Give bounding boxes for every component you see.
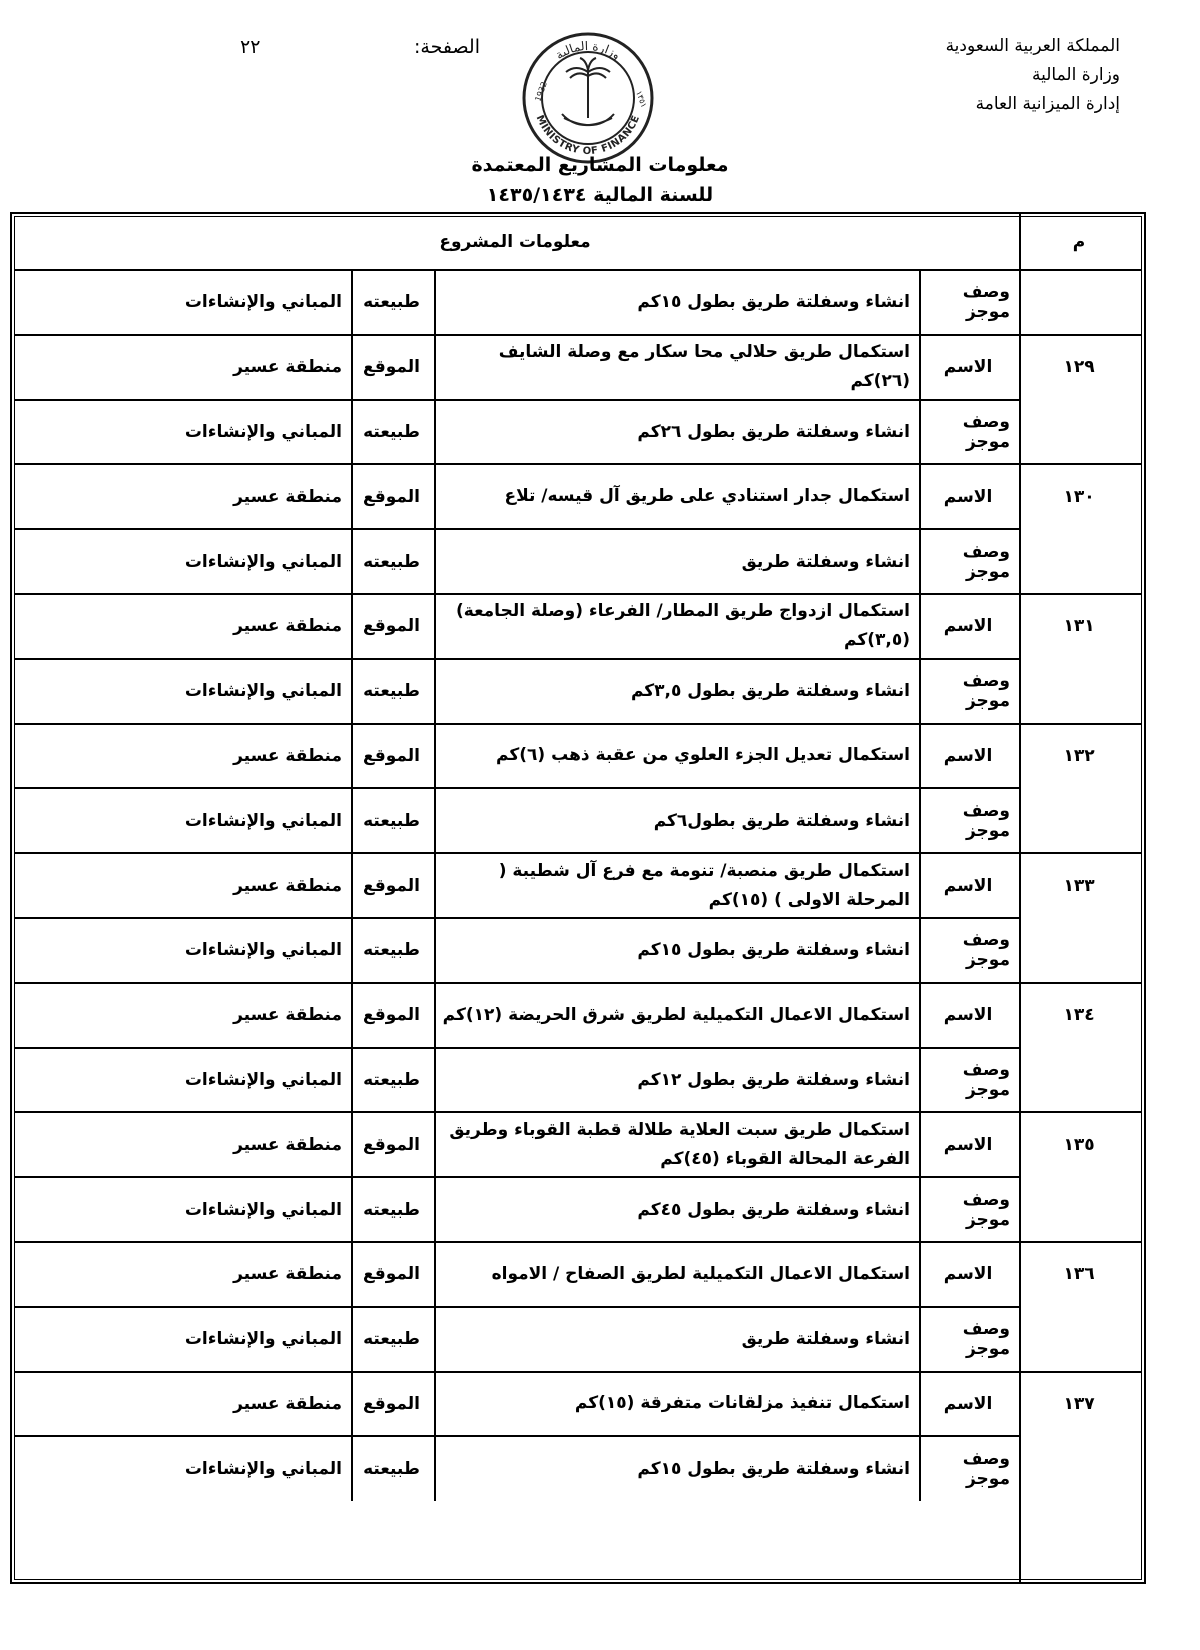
project-location: منطقة عسير <box>233 1134 342 1155</box>
project-name: استكمال طريق حلالي محا سكار مع وصلة الشايف (٢٦)كم <box>498 342 910 392</box>
table-column-border <box>434 1242 436 1372</box>
table-column-border <box>919 1242 921 1372</box>
table-column-border <box>919 335 921 465</box>
label-location: الموقع <box>363 745 421 766</box>
label-name: الاسم <box>943 1005 993 1026</box>
palm-swords-icon <box>562 58 614 125</box>
project-location: منطقة عسير <box>233 1005 342 1026</box>
page-number: ٢٢ <box>240 36 261 58</box>
label-desc: وصف موجز <box>962 1448 1010 1489</box>
label-location: الموقع <box>363 1393 421 1414</box>
table-column-border <box>351 853 353 983</box>
label-nature: طبيعته <box>363 292 420 313</box>
table-column-border <box>919 724 921 854</box>
label-nature: طبيعته <box>363 681 420 702</box>
department-name: إدارة الميزانية العامة <box>975 94 1120 114</box>
project-number: ١٣٥ <box>1063 1134 1095 1155</box>
table-column-border <box>919 464 921 594</box>
project-nature: المباني والإنشاءات <box>184 1199 342 1220</box>
label-desc: وصف موجز <box>962 1059 1010 1100</box>
project-desc: انشاء وسفلتة طريق <box>741 551 910 572</box>
table-column-border <box>434 724 436 854</box>
seal-arabic-text: وزارة المالية <box>552 38 624 63</box>
label-location: الموقع <box>363 486 421 507</box>
table-column-border <box>434 1112 436 1242</box>
label-location: الموقع <box>363 616 421 637</box>
column-header-number: م <box>1072 232 1086 252</box>
seal-year-left: 1932 <box>533 80 549 103</box>
project-number: ١٣٤ <box>1063 1005 1095 1026</box>
seal-english-text: MINISTRY OF FINANCE <box>533 113 643 158</box>
label-name: الاسم <box>943 875 993 896</box>
label-location: الموقع <box>363 875 421 896</box>
project-name: استكمال الاعمال التكميلية لطريق الصفاح / الامواه <box>491 1263 910 1284</box>
project-name: استكمال جدار استنادي على طريق آل قيسه/ تلاع <box>504 486 910 507</box>
project-desc: انشاء وسفلتة طريق بطول ١٥كم <box>637 292 910 313</box>
table-column-border <box>434 335 436 465</box>
project-number: ١٣٦ <box>1063 1264 1095 1285</box>
table-column-border <box>351 335 353 465</box>
label-desc: وصف موجز <box>962 282 1010 323</box>
document-title: معلومات المشاريع المعتمدة <box>471 154 729 176</box>
seal-year-right: ١٣٥١ <box>634 89 649 109</box>
table-column-border <box>434 853 436 983</box>
label-nature: طبيعته <box>363 551 420 572</box>
project-number: ١٣١ <box>1063 616 1095 637</box>
project-nature: المباني والإنشاءات <box>184 1458 342 1479</box>
label-desc: وصف موجز <box>962 671 1010 712</box>
fiscal-year-subtitle: للسنة المالية ١٤٣٥/١٤٣٤ <box>486 184 714 206</box>
page-label: الصفحة: <box>413 36 480 58</box>
table-column-border <box>351 464 353 594</box>
project-number: ١٢٩ <box>1063 357 1095 378</box>
project-name: استكمال الاعمال التكميلية لطريق شرق الحريضة (١٢)كم <box>442 1004 910 1025</box>
table-column-border <box>434 594 436 724</box>
project-desc: انشاء وسفلتة طريق بطول ٢٦كم <box>637 421 910 442</box>
project-location: منطقة عسير <box>233 616 342 637</box>
project-location: منطقة عسير <box>233 745 342 766</box>
project-location: منطقة عسير <box>233 875 342 896</box>
kingdom-name: المملكة العربية السعودية <box>945 36 1120 56</box>
project-nature: المباني والإنشاءات <box>184 1069 342 1090</box>
table-column-border <box>351 1112 353 1242</box>
table-column-border <box>919 1112 921 1242</box>
column-header-project-info: معلومات المشروع <box>439 232 591 252</box>
project-nature: المباني والإنشاءات <box>184 421 342 442</box>
label-nature: طبيعته <box>363 421 420 442</box>
project-desc: انشاء وسفلتة طريق بطول ١٥كم <box>637 940 910 961</box>
table-column-border <box>351 270 353 335</box>
table-column-border <box>919 270 921 335</box>
project-name: استكمال طريق سبت العلاية طلالة قطبة القوباء وطريق الفرعة المحالة القوباء (٤٥)كم <box>449 1119 910 1169</box>
table-column-border <box>434 1372 436 1502</box>
label-name: الاسم <box>943 745 993 766</box>
project-location: منطقة عسير <box>233 486 342 507</box>
table-column-border <box>434 270 436 335</box>
project-nature: المباني والإنشاءات <box>184 940 342 961</box>
table-column-border <box>919 983 921 1113</box>
label-nature: طبيعته <box>363 940 420 961</box>
label-nature: طبيعته <box>363 1069 420 1090</box>
project-nature: المباني والإنشاءات <box>184 681 342 702</box>
label-desc: وصف موجز <box>962 541 1010 582</box>
label-name: الاسم <box>943 1393 993 1414</box>
label-name: الاسم <box>943 1264 993 1285</box>
label-name: الاسم <box>943 616 993 637</box>
table-column-border <box>351 724 353 854</box>
project-desc: انشاء وسفلتة طريق <box>741 1329 910 1350</box>
project-name: استكمال طريق منصبة/ تنومة مع فرع آل شطيبة ( المرحلة الاولى ) (١٥)كم <box>498 860 910 910</box>
project-number: ١٣٧ <box>1063 1393 1095 1414</box>
project-name: استكمال ازدواج طريق المطار/ الفرعاء (وصلة الجامعة) (٣,٥)كم <box>455 601 910 651</box>
label-desc: وصف موجز <box>962 800 1010 841</box>
label-location: الموقع <box>363 1005 421 1026</box>
project-number: ١٣٢ <box>1063 745 1095 766</box>
label-location: الموقع <box>363 357 421 378</box>
project-name: استكمال تعديل الجزء العلوي من عقبة ذهب (٦)كم <box>496 745 910 766</box>
table-column-border <box>919 853 921 983</box>
label-nature: طبيعته <box>363 1458 420 1479</box>
label-name: الاسم <box>943 1134 993 1155</box>
project-number: ١٣٠ <box>1063 486 1095 507</box>
project-nature: المباني والإنشاءات <box>184 292 342 313</box>
project-desc: انشاء وسفلتة طريق بطول ٣,٥كم <box>630 681 910 702</box>
table-column-border <box>434 464 436 594</box>
label-name: الاسم <box>943 486 993 507</box>
label-desc: وصف موجز <box>962 930 1010 971</box>
project-nature: المباني والإنشاءات <box>184 1329 342 1350</box>
label-nature: طبيعته <box>363 810 420 831</box>
label-desc: وصف موجز <box>962 411 1010 452</box>
project-desc: انشاء وسفلتة طريق بطول ١٢كم <box>637 1069 910 1090</box>
label-name: الاسم <box>943 357 993 378</box>
project-name: استكمال تنفيذ مزلقانات متفرقة (١٥)كم <box>574 1393 910 1414</box>
project-nature: المباني والإنشاءات <box>184 810 342 831</box>
label-desc: وصف موجز <box>962 1189 1010 1230</box>
table-column-border <box>434 983 436 1113</box>
project-desc: انشاء وسفلتة طريق بطول ١٥كم <box>637 1458 910 1479</box>
project-location: منطقة عسير <box>233 1393 342 1414</box>
label-location: الموقع <box>363 1134 421 1155</box>
label-nature: طبيعته <box>363 1329 420 1350</box>
ministry-seal-logo <box>520 30 656 166</box>
project-location: منطقة عسير <box>233 1264 342 1285</box>
table-column-border <box>919 1372 921 1502</box>
ministry-header <box>860 32 1120 119</box>
project-nature: المباني والإنشاءات <box>184 551 342 572</box>
table-column-border <box>351 1372 353 1502</box>
table-column-border <box>919 594 921 724</box>
table-column-border <box>351 1242 353 1372</box>
label-desc: وصف موجز <box>962 1319 1010 1360</box>
label-location: الموقع <box>363 1264 421 1285</box>
svg-text:وزارة المالية <box>553 39 623 63</box>
project-location: منطقة عسير <box>233 357 342 378</box>
label-nature: طبيعته <box>363 1199 420 1220</box>
table-column-border <box>351 594 353 724</box>
project-number: ١٣٣ <box>1063 875 1095 896</box>
project-desc: انشاء وسفلتة طريق بطول٦كم <box>653 810 910 831</box>
ministry-name: وزارة المالية <box>1032 65 1120 85</box>
project-desc: انشاء وسفلتة طريق بطول ٤٥كم <box>637 1199 910 1220</box>
table-column-border <box>351 983 353 1113</box>
